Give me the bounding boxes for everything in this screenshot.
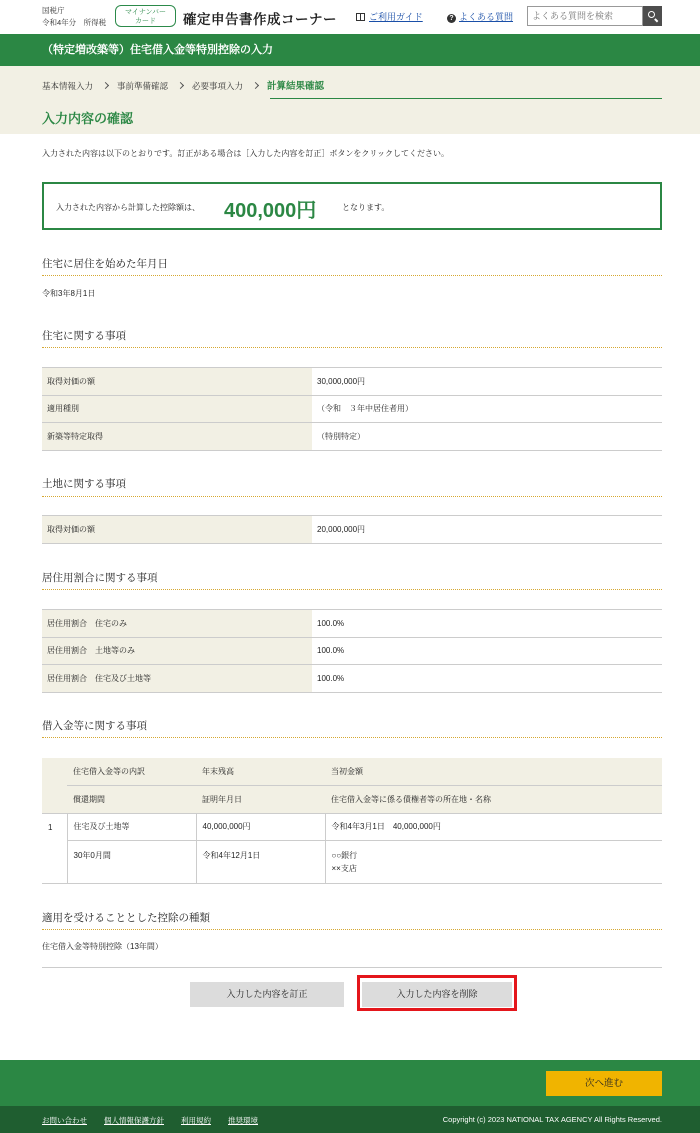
table-key: 居住用割合 住宅及び土地等	[42, 665, 312, 693]
divider	[42, 347, 662, 348]
ratio-heading: 居住用割合に関する事項	[42, 572, 158, 584]
breadcrumb-step-preparation: 事前準備確認	[117, 81, 169, 91]
table-row	[42, 840, 662, 883]
faq-search-input[interactable]	[527, 6, 643, 26]
table-cell: 令和4年12月1日	[196, 840, 325, 883]
user-guide-label: ご利用ガイド	[369, 12, 423, 22]
table-header-cell: 当初金額	[325, 758, 662, 786]
lender-branch: ××支店	[331, 863, 357, 873]
table-key: 適用種別	[42, 395, 312, 423]
land-table	[42, 515, 662, 544]
intro-text: 入力された内容は以下のとおりです。訂正がある場合は［入力した内容を訂正］ボタンをクリックしてください。	[42, 149, 450, 158]
mynumber-card-badge	[115, 5, 176, 27]
faq-label: よくある質問	[459, 12, 514, 22]
highlight-frame	[357, 975, 517, 1011]
agency-name: 国税庁	[42, 6, 65, 15]
table-cell	[325, 840, 662, 883]
copyright: Copyright (c) 2023 NATIONAL TAX AGENCY All Rights Reserved.	[442, 1115, 662, 1124]
deduction-type-value: 住宅借入金等特別控除（13年間）	[42, 942, 163, 951]
page-title: 入力内容の確認	[42, 111, 134, 126]
breadcrumb-step-result-confirm: 計算結果確認	[267, 81, 325, 92]
breadcrumb-underline	[270, 98, 662, 99]
table-row	[42, 665, 662, 693]
table-value: 100.0%	[312, 610, 662, 638]
table-header-cell: 年末残高	[196, 758, 325, 786]
table-header-cell: 償還期間	[67, 786, 196, 814]
book-icon	[356, 13, 365, 21]
next-button[interactable]: 次へ進む	[546, 1071, 662, 1096]
table-row	[42, 610, 662, 638]
table-row	[42, 813, 662, 840]
table-header-cell	[42, 758, 67, 813]
footer-link-contact[interactable]: お問い合わせ	[42, 1116, 87, 1125]
deduction-amount: 400,000円	[224, 200, 317, 222]
divider	[42, 275, 662, 276]
deduction-result-box	[42, 182, 662, 230]
table-header-cell: 住宅借入金等の内訳	[67, 758, 196, 786]
table-key: 新築等特定取得	[42, 423, 312, 451]
chevron-right-icon	[177, 82, 184, 89]
table-row	[42, 368, 662, 396]
table-key: 取得対価の額	[42, 516, 312, 544]
footer-link-environment[interactable]: 推奨環境	[228, 1116, 258, 1125]
search-icon	[648, 11, 655, 18]
result-prefix: 入力された内容から計算した控除額は、	[56, 203, 200, 212]
app-title: 確定申告書作成コーナー	[183, 12, 337, 27]
lender-bank: ○○銀行	[331, 850, 358, 860]
table-header-cell: 証明年月日	[196, 786, 325, 814]
mynumber-badge-line2: カード	[135, 18, 156, 25]
table-key: 取得対価の額	[42, 368, 312, 396]
table-row	[42, 395, 662, 423]
faq-link[interactable]	[447, 10, 513, 23]
housing-heading: 住宅に関する事項	[42, 330, 126, 342]
tax-year-label: 令和4年分 所得税	[42, 18, 107, 27]
delete-input-button[interactable]: 入力した内容を削除	[362, 982, 512, 1007]
loan-table	[42, 758, 662, 884]
edit-input-button[interactable]: 入力した内容を訂正	[190, 982, 344, 1007]
table-cell: 住宅及び土地等	[67, 813, 196, 840]
search-button[interactable]	[643, 6, 662, 26]
residence-start-heading: 住宅に居住を始めた年月日	[42, 258, 168, 270]
chevron-right-icon	[102, 82, 109, 89]
table-row	[42, 423, 662, 451]
table-value: （令和 ３年中居住者用）	[312, 395, 662, 423]
divider	[42, 496, 662, 497]
table-header-row	[42, 786, 662, 814]
residence-start-value: 令和3年8月1日	[42, 289, 96, 298]
breadcrumb-step-basic-info: 基本情報入力	[42, 81, 94, 91]
table-value: 100.0%	[312, 637, 662, 665]
table-row	[42, 516, 662, 544]
user-guide-link[interactable]	[356, 10, 423, 23]
divider	[42, 967, 662, 968]
table-key: 居住用割合 土地等のみ	[42, 637, 312, 665]
result-suffix: となります。	[342, 203, 390, 212]
table-header-cell: 住宅借入金等に係る債権者等の所在地・名称	[325, 786, 662, 814]
chevron-right-icon	[252, 82, 259, 89]
table-header-row	[42, 758, 662, 786]
table-cell: 40,000,000円	[196, 813, 325, 840]
mynumber-badge-line1: マイナンバー	[124, 9, 167, 16]
breadcrumb-step-required-input: 必要事項入力	[192, 81, 244, 91]
table-cell: 30年0月間	[67, 840, 196, 883]
deduction-type-heading: 適用を受けることとした控除の種類	[42, 912, 210, 924]
ratio-table	[42, 609, 662, 693]
table-value: 20,000,000円	[312, 516, 662, 544]
table-value: 100.0%	[312, 665, 662, 693]
table-row	[42, 637, 662, 665]
table-value: 30,000,000円	[312, 368, 662, 396]
question-icon: ?	[447, 14, 456, 23]
table-cell: 令和4年3月1日 40,000,000円	[325, 813, 662, 840]
footer-link-privacy[interactable]: 個人情報保護方針	[104, 1116, 164, 1125]
divider	[42, 929, 662, 930]
section-title-band: （特定増改築等）住宅借入金等特別控除の入力	[0, 34, 700, 66]
agency-label	[42, 5, 106, 29]
loan-heading: 借入金等に関する事項	[42, 720, 147, 732]
row-number: 1	[42, 813, 67, 883]
housing-table	[42, 367, 662, 451]
table-key: 居住用割合 住宅のみ	[42, 610, 312, 638]
divider	[42, 737, 662, 738]
site-header	[0, 0, 700, 34]
land-heading: 土地に関する事項	[42, 478, 126, 490]
table-value: （特別特定）	[312, 423, 662, 451]
breadcrumb	[42, 78, 331, 92]
divider	[42, 589, 662, 590]
footer-link-terms[interactable]: 利用規約	[181, 1116, 211, 1125]
footer-links	[42, 1115, 275, 1126]
